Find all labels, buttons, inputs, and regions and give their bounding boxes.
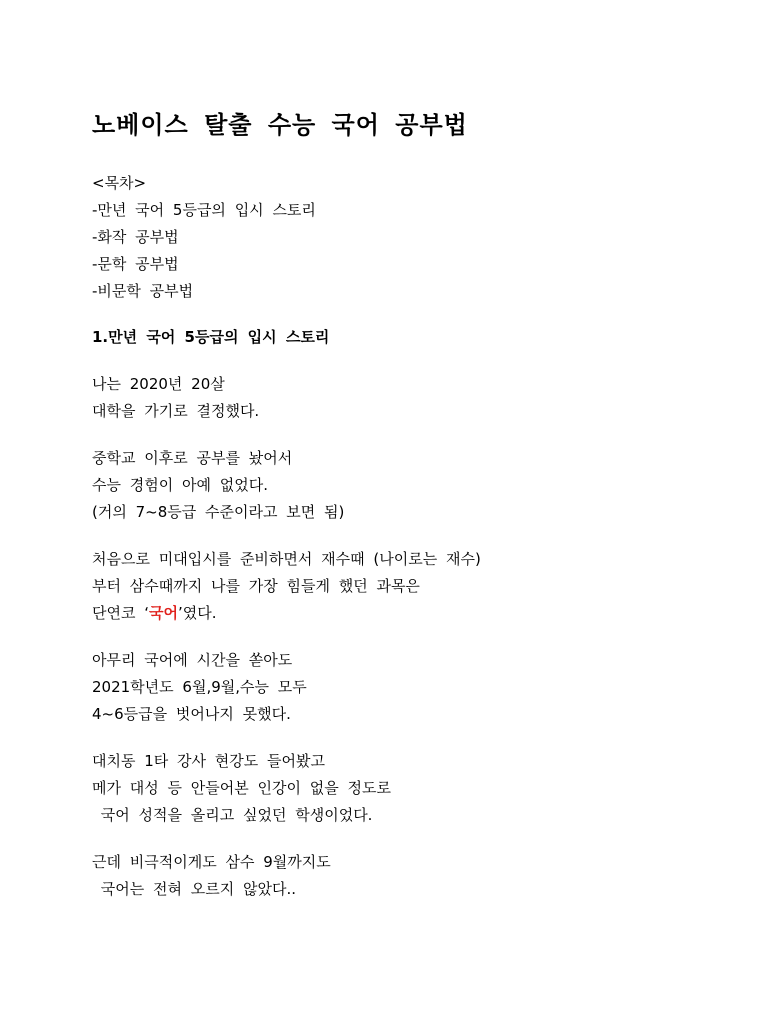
- paragraph-line: 처음으로 미대입시를 준비하면서 재수때 (나이로는 재수): [92, 550, 481, 568]
- paragraph-line: 메가 대성 등 안들어본 인강이 없을 정도로: [92, 779, 391, 797]
- text-suffix: ’였다.: [178, 604, 217, 622]
- paragraph-line: 부터 삼수때까지 나를 가장 힘들게 했던 과목은: [92, 577, 420, 595]
- paragraph-line: 아무리 국어에 시간을 쏟아도: [92, 651, 293, 669]
- paragraph: [92, 546, 768, 627]
- toc: [92, 170, 768, 305]
- paragraph-line: 2021학년도 6월,9월,수능 모두: [92, 678, 307, 696]
- paragraph: [92, 849, 768, 903]
- paragraph-line-emphasis: [92, 600, 768, 627]
- paragraph-line: 수능 경험이 아예 없었다.: [92, 476, 268, 494]
- section-heading: 1.만년 국어 5등급의 입시 스토리: [92, 328, 330, 346]
- paragraph: [92, 445, 768, 526]
- toc-item: -비문학 공부법: [92, 282, 194, 300]
- toc-item: -화작 공부법: [92, 228, 179, 246]
- toc-item: -만년 국어 5등급의 입시 스토리: [92, 201, 316, 219]
- toc-item: -문학 공부법: [92, 255, 179, 273]
- paragraph-line: 나는 2020년 20살: [92, 375, 225, 393]
- paragraph-line: 중학교 이후로 공부를 놨어서: [92, 449, 293, 467]
- paragraph-line: 대치동 1타 강사 현강도 들어봤고: [92, 752, 325, 770]
- paragraph-line: 4~6등급을 벗어나지 못했다.: [92, 705, 291, 723]
- paragraph-line: 대학을 가기로 결정했다.: [92, 402, 260, 420]
- paragraph-line: 국어 성적을 올리고 싶었던 학생이었다.: [92, 806, 373, 824]
- paragraph: [92, 748, 768, 829]
- toc-header: <목차>: [92, 174, 147, 192]
- paragraph: [92, 647, 768, 728]
- highlighted-word: 국어: [149, 604, 178, 622]
- paragraph-line: (거의 7~8등급 수준이라고 보면 됨): [92, 503, 345, 521]
- document-title: 노베이스 탈출 수능 국어 공부법: [92, 111, 468, 139]
- paragraph: [92, 371, 768, 425]
- paragraph-line: 근데 비극적이게도 삼수 9월까지도: [92, 853, 331, 871]
- paragraph-line: 국어는 전혀 오르지 않았다..: [92, 880, 296, 898]
- text-prefix: 단연코 ‘: [92, 604, 150, 622]
